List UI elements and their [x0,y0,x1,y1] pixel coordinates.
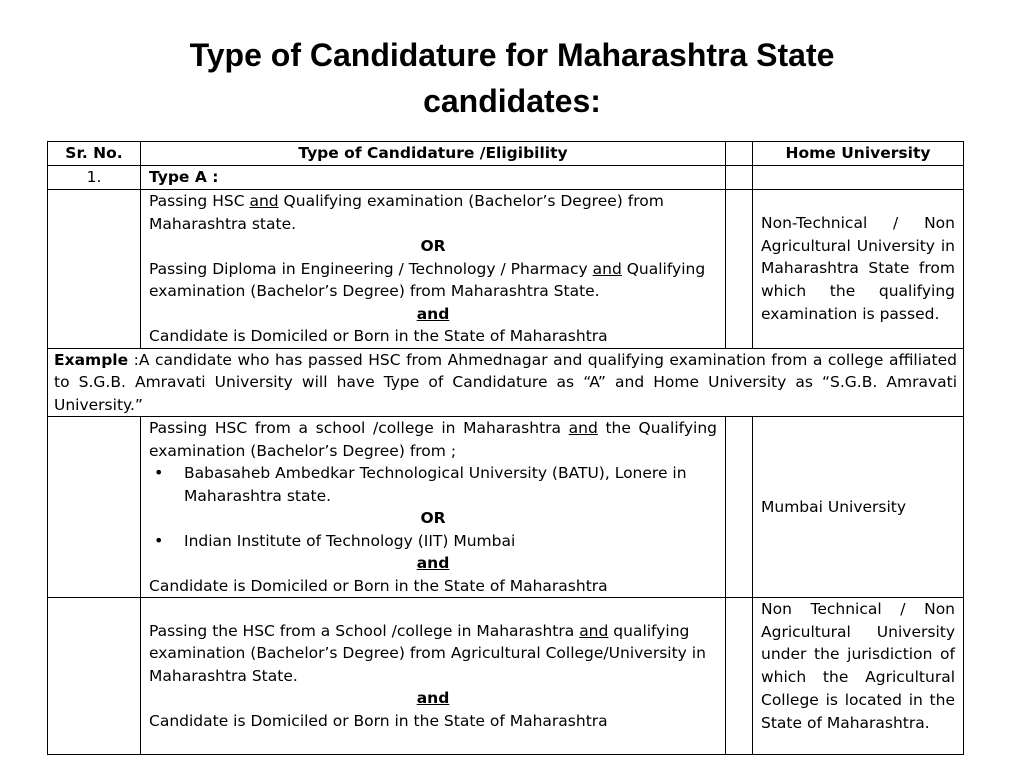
page-title [0,32,1024,124]
home-university-type-b: Mumbai University [753,417,964,598]
table-row-example [48,348,964,417]
spacer-cell [726,190,753,349]
empty-sr-cell [48,190,141,349]
domicile-condition: Candidate is Domiciled or Born in the State of Maharashtra [149,327,608,345]
header-spacer [726,142,753,166]
spacer-cell [726,166,753,190]
header-home-university: Home University [753,142,964,166]
table-header-row [48,142,964,166]
type-c-eligibility [141,598,726,755]
table-row-type-b [48,417,964,598]
domicile-condition: Candidate is Domiciled or Born in the State of Maharashtra [149,711,608,730]
candidature-table [47,141,964,755]
spacer-cell [726,417,753,598]
table-row-type-a [48,190,964,349]
type-b-eligibility [141,417,726,598]
example-text: :A candidate who has passed HSC from Ahmednagar and qualifying examination from a college affiliated to S.G.B. Amravati University will have Type of Candidature as “A” and Home University as “S.G.B. Amravati University.” [54,350,957,414]
type-b-line-1: Passing HSC from a school /college in Maharashtra and the Qualifying examination (Bachelor’s Degree) from ; [149,419,717,460]
example-label: Example [54,350,129,369]
page-title-line-1: Type of Candidature for Maharashtra State [189,37,835,73]
example-cell [48,348,964,417]
table-row-type-c [48,598,964,755]
page-title-line-2: candidates: [423,83,601,119]
or-separator: OR [420,237,446,255]
home-university-type-a: Non-Technical / Non Agricultural University in Maharashtra State from which the qualifying examination is passed. [753,190,964,349]
university-list [149,462,717,507]
type-c-line-1: Passing the HSC from a School /college in Maharashtra and qualifying examination (Bachelor’s Degree) from Agricultural College/University in Maharashtra State. [149,621,706,685]
type-a-eligibility [141,190,726,349]
or-separator: OR [420,509,446,527]
and-separator: and [416,304,450,323]
list-item: • Babasaheb Ambedkar Technological University (BATU), Lonere in Maharashtra state. [184,462,717,507]
spacer-cell [726,598,753,755]
header-sr-no: Sr. No. [48,142,141,166]
empty-cell [753,166,964,190]
type-label: Type A : [141,166,726,190]
and-separator: and [416,689,450,708]
table-row-type-a-label [48,166,964,190]
header-type: Type of Candidature /Eligibility [141,142,726,166]
type-a-line-2: Passing Diploma in Engineering / Technology / Pharmacy and Qualifying examination (Bachelor’s Degree) from Maharashtra State. [149,259,706,300]
sr-no-cell: 1. [48,166,141,190]
university-list-2 [149,530,717,553]
home-university-type-c: Non Technical / Non Agricultural University under the jurisdiction of which the Agricultural College is located in the State of Maharashtra. [753,598,964,755]
list-item: • Indian Institute of Technology (IIT) Mumbai [184,530,717,553]
empty-sr-cell [48,598,141,755]
empty-sr-cell [48,417,141,598]
domicile-condition: Candidate is Domiciled or Born in the State of Maharashtra [149,576,608,595]
type-a-line-1: Passing HSC and Qualifying examination (Bachelor’s Degree) from Maharashtra state. [149,192,664,233]
and-separator: and [416,554,450,572]
